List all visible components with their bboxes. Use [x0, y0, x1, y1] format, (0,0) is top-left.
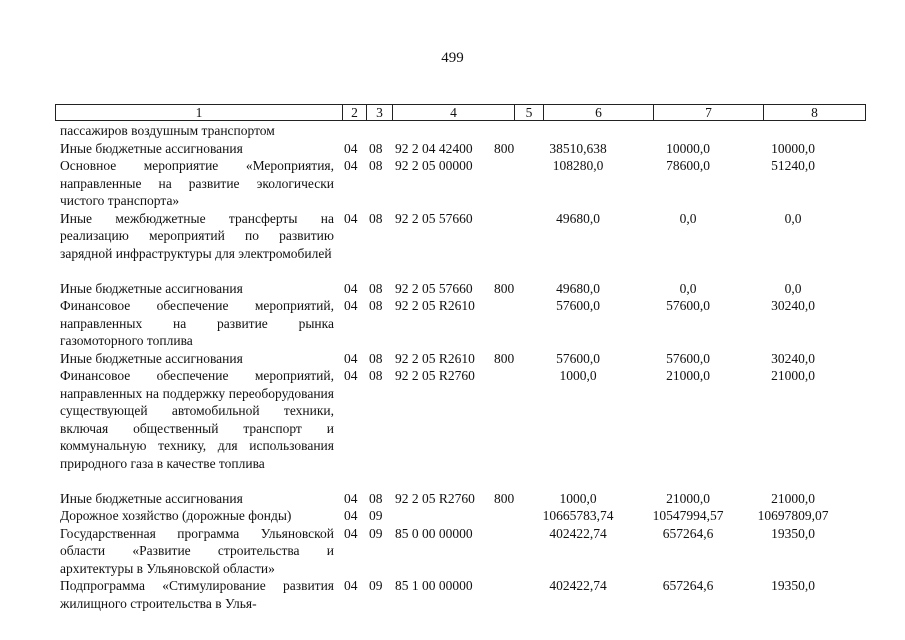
row-section-code: 04: [344, 210, 358, 226]
row-value-col8: 21000,0: [771, 368, 815, 383]
row-section-code: 04: [344, 525, 358, 541]
row-value-col8: 0,0: [784, 280, 802, 296]
row-expense-type: 800: [494, 140, 515, 156]
header-col-3: 3: [366, 105, 392, 120]
row-target-article: 92 2 05 00000: [395, 158, 473, 173]
row-value-col6: 402422,74: [549, 578, 607, 593]
row-target-article: 92 2 05 R2760: [395, 490, 475, 506]
table-header: [55, 104, 866, 121]
row-target-article: 85 0 00 00000: [395, 525, 473, 541]
header-col-4: 4: [392, 105, 514, 120]
row-section-code: 04: [344, 578, 358, 593]
row-value-col6: 402422,74: [549, 525, 607, 541]
row-value-col6: 38510,638: [549, 140, 607, 156]
header-col-6: 6: [543, 105, 653, 120]
row-value-col8: 0,0: [784, 210, 802, 226]
row-value-col8: 19350,0: [771, 525, 815, 541]
row-value-col7: 657264,6: [662, 578, 714, 593]
row-value-col8: 30240,0: [771, 298, 815, 313]
row-subsection-code: 08: [369, 158, 383, 173]
table-row: [0, 140, 905, 158]
row-value-col7: 10000,0: [666, 140, 710, 156]
row-subsection-code: 08: [369, 350, 383, 366]
row-section-code: 04: [344, 280, 358, 296]
row-value-col8: 10697809,07: [757, 508, 829, 523]
row-expense-type: 800: [494, 490, 515, 506]
header-col-1: 1: [195, 105, 203, 120]
table-row: [0, 350, 905, 368]
table-row: [0, 577, 905, 612]
row-subsection-code: 09: [369, 578, 383, 593]
row-value-col6: 49680,0: [556, 210, 600, 226]
row-value-col7: 57600,0: [666, 298, 710, 313]
table-row: [0, 280, 905, 298]
row-name: пассажиров воздушным транспортом: [60, 123, 275, 138]
table-row: [0, 490, 905, 508]
row-value-col7: 21000,0: [666, 490, 710, 506]
row-subsection-code: 08: [369, 490, 383, 506]
row-section-code: 04: [344, 298, 358, 313]
table-row: [0, 122, 905, 140]
row-value-col6: 1000,0: [559, 490, 597, 506]
row-name: Иные бюджетные ассигнования: [60, 280, 243, 296]
row-subsection-code: 08: [369, 280, 383, 296]
row-section-code: 04: [344, 158, 358, 173]
row-name: Финансовое обеспечение мероприятий, направленных на развитие рынка газомоторного топлива: [60, 298, 334, 348]
row-target-article: 92 2 05 R2610: [395, 350, 475, 366]
table-row: [0, 297, 905, 350]
row-value-col8: 30240,0: [771, 350, 815, 366]
page-number: 499: [441, 50, 464, 66]
row-value-col7: 0,0: [679, 280, 697, 296]
row-expense-type: 800: [494, 350, 515, 366]
row-name: Государственная программа Ульяновской области «Развитие строительства и архитектуры в Ульяновской области»: [60, 525, 334, 576]
row-value-col8: 10000,0: [771, 140, 815, 156]
row-subsection-code: 09: [369, 525, 383, 541]
row-value-col8: 21000,0: [771, 490, 815, 506]
row-subsection-code: 08: [369, 140, 383, 156]
header-col-2: 2: [342, 105, 366, 120]
row-target-article: 92 2 05 R2760: [395, 368, 475, 383]
row-value-col6: 49680,0: [556, 280, 600, 296]
row-value-col6: 57600,0: [556, 298, 600, 313]
row-target-article: 92 2 05 57660: [395, 210, 473, 226]
header-col-5: 5: [514, 105, 543, 120]
row-value-col7: 57600,0: [666, 350, 710, 366]
row-value-col8: 19350,0: [771, 578, 815, 593]
row-value-col6: 108280,0: [552, 158, 604, 173]
row-section-code: 04: [344, 368, 358, 383]
row-value-col6: 1000,0: [559, 368, 597, 383]
header-col-7: 7: [653, 105, 763, 120]
row-name: Дорожное хозяйство (дорожные фонды): [60, 508, 292, 523]
table-row: [0, 210, 905, 280]
table-row: [0, 525, 905, 578]
row-value-col7: 0,0: [679, 210, 697, 226]
row-subsection-code: 08: [369, 298, 383, 313]
header-col-8: 8: [763, 105, 865, 120]
row-value-col6: 57600,0: [556, 350, 600, 366]
row-target-article: 85 1 00 00000: [395, 578, 473, 593]
row-section-code: 04: [344, 508, 358, 523]
table-body: [0, 122, 905, 612]
table-row: [0, 367, 905, 490]
row-value-col6: 10665783,74: [542, 508, 614, 523]
row-name: Подпрограмма «Стимулирование развития жилищного строительства в Улья-: [60, 578, 334, 611]
row-target-article: 92 2 05 R2610: [395, 298, 475, 313]
row-name: Основное мероприятие «Мероприятия, направленные на развитие экологически чистого транспорта»: [60, 158, 334, 208]
row-subsection-code: 08: [369, 210, 383, 226]
row-name: Иные бюджетные ассигнования: [60, 350, 243, 366]
row-section-code: 04: [344, 490, 358, 506]
row-name: Иные бюджетные ассигнования: [60, 140, 243, 156]
row-value-col7: 657264,6: [662, 525, 714, 541]
row-value-col7: 21000,0: [666, 368, 710, 383]
row-section-code: 04: [344, 350, 358, 366]
row-expense-type: 800: [494, 280, 515, 296]
row-name: Иные бюджетные ассигнования: [60, 490, 243, 506]
row-name: Иные межбюджетные трансферты на реализацию мероприятий по развитию зарядной инфраструктуры для электромобилей: [60, 210, 334, 261]
table-row: [0, 157, 905, 210]
row-subsection-code: 09: [369, 508, 383, 523]
row-value-col8: 51240,0: [771, 158, 815, 173]
row-name: Финансовое обеспечение мероприятий, направленных на поддержку переоборудования существующей автомобильной техники, включая общественный транспорт и коммунальную технику, для использования природного газа в качестве топлива: [60, 368, 334, 471]
row-value-col7: 10547994,57: [652, 508, 724, 523]
table-row: [0, 507, 905, 525]
row-subsection-code: 08: [369, 368, 383, 383]
row-target-article: 92 2 05 57660: [395, 280, 473, 296]
row-section-code: 04: [344, 140, 358, 156]
row-value-col7: 78600,0: [666, 158, 710, 173]
row-target-article: 92 2 04 42400: [395, 140, 473, 156]
